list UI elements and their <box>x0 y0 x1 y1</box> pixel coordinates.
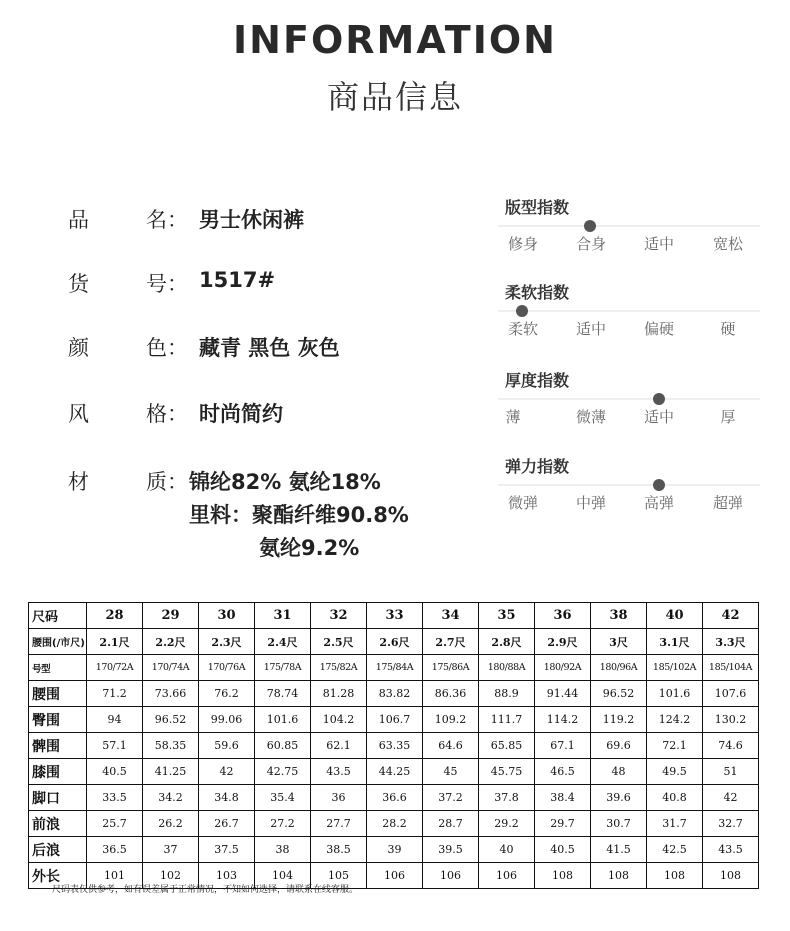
table-cell: 108 <box>535 863 591 889</box>
table-cell: 40.5 <box>535 837 591 863</box>
table-cell: 104.2 <box>311 707 367 733</box>
table-cell: 76.2 <box>199 681 255 707</box>
table-cell: 88.9 <box>479 681 535 707</box>
table-cell: 57.1 <box>87 733 143 759</box>
table-cell: 38 <box>255 837 311 863</box>
table-cell: 78.74 <box>255 681 311 707</box>
table-cell: 180/88A <box>479 655 535 681</box>
table-cell: 106 <box>367 863 423 889</box>
table-cell: 170/72A <box>87 655 143 681</box>
table-cell: 42 <box>703 785 759 811</box>
table-cell: 45 <box>423 759 479 785</box>
table-cell: 46.5 <box>535 759 591 785</box>
table-row <box>29 759 759 785</box>
table-cell: 2.1尺 <box>87 629 143 655</box>
table-cell: 175/82A <box>311 655 367 681</box>
index-label: 微薄 <box>575 408 606 426</box>
table-cell: 67.1 <box>535 733 591 759</box>
size-header-row <box>29 603 759 629</box>
table-cell: 63.35 <box>367 733 423 759</box>
table-cell: 31 <box>255 603 311 629</box>
table-cell: 43.5 <box>311 759 367 785</box>
table-cell: 96.52 <box>143 707 199 733</box>
table-cell: 27.2 <box>255 811 311 837</box>
table-cell: 42.5 <box>647 837 703 863</box>
table-cell: 101.6 <box>647 681 703 707</box>
info-key-char1: 颜 <box>68 336 89 360</box>
table-cell: 60.85 <box>255 733 311 759</box>
index-marker <box>653 479 665 491</box>
index-label: 硬 <box>720 320 736 338</box>
index-label: 适中 <box>575 320 606 338</box>
table-row <box>29 811 759 837</box>
table-cell: 29.7 <box>535 811 591 837</box>
table-cell: 40 <box>479 837 535 863</box>
table-row <box>29 733 759 759</box>
table-cell: 26.7 <box>199 811 255 837</box>
table-cell: 37.8 <box>479 785 535 811</box>
table-cell: 62.1 <box>311 733 367 759</box>
index-label: 超弹 <box>712 494 743 512</box>
table-cell: 175/84A <box>367 655 423 681</box>
index-title: 弹力指数 <box>505 457 570 476</box>
row-header: 脚口 <box>29 785 87 811</box>
table-cell: 49.5 <box>647 759 703 785</box>
index-fit <box>505 195 755 253</box>
index-label: 偏硬 <box>643 320 674 338</box>
info-key-char2: 号： <box>146 272 188 296</box>
table-cell: 39 <box>367 837 423 863</box>
table-cell: 35 <box>479 603 535 629</box>
table-cell: 37 <box>143 837 199 863</box>
index-label: 高弹 <box>643 494 674 512</box>
table-cell: 2.8尺 <box>479 629 535 655</box>
table-cell: 36 <box>311 785 367 811</box>
table-cell: 74.6 <box>703 733 759 759</box>
table-cell: 29 <box>143 603 199 629</box>
table-cell: 36.6 <box>367 785 423 811</box>
table-cell: 3.3尺 <box>703 629 759 655</box>
info-key-char1: 货 <box>68 272 89 296</box>
table-cell: 28 <box>87 603 143 629</box>
info-value-lining-2: 氨纶9.2% <box>259 536 360 560</box>
index-thickness <box>505 368 755 426</box>
table-cell: 2.2尺 <box>143 629 199 655</box>
table-cell: 44.25 <box>367 759 423 785</box>
table-cell: 83.82 <box>367 681 423 707</box>
index-title: 厚度指数 <box>505 371 570 390</box>
row-header: 髀围 <box>29 733 87 759</box>
table-cell: 108 <box>591 863 647 889</box>
info-value: 时尚简约 <box>199 402 283 426</box>
table-cell: 34.8 <box>199 785 255 811</box>
table-cell: 59.6 <box>199 733 255 759</box>
row-header: 前浪 <box>29 811 87 837</box>
title-english: INFORMATION <box>233 18 557 62</box>
table-cell: 109.2 <box>423 707 479 733</box>
table-cell: 124.2 <box>647 707 703 733</box>
table-cell: 64.6 <box>423 733 479 759</box>
index-label: 适中 <box>643 235 674 253</box>
row-header: 号型 <box>29 655 87 681</box>
info-key-char2: 色： <box>146 336 188 360</box>
index-marker <box>653 393 665 405</box>
index-title: 柔软指数 <box>505 283 570 302</box>
table-cell: 2.7尺 <box>423 629 479 655</box>
info-key-char2: 质： <box>146 470 188 494</box>
table-cell: 86.36 <box>423 681 479 707</box>
table-cell: 96.52 <box>591 681 647 707</box>
index-elasticity <box>505 454 755 512</box>
table-cell: 65.85 <box>479 733 535 759</box>
info-key-char1: 品 <box>68 208 89 232</box>
title-chinese: 商品信息 <box>326 78 463 116</box>
table-cell: 40.5 <box>87 759 143 785</box>
index-label: 中弹 <box>575 494 606 512</box>
table-cell: 185/102A <box>647 655 703 681</box>
table-cell: 91.44 <box>535 681 591 707</box>
table-cell: 180/92A <box>535 655 591 681</box>
table-cell: 73.66 <box>143 681 199 707</box>
table-cell: 175/86A <box>423 655 479 681</box>
index-label: 厚 <box>720 408 736 426</box>
table-cell: 42 <box>703 603 759 629</box>
index-label: 柔软 <box>507 320 538 338</box>
table-cell: 42 <box>199 759 255 785</box>
table-cell: 35.4 <box>255 785 311 811</box>
table-cell: 30.7 <box>591 811 647 837</box>
index-marker <box>584 220 596 232</box>
index-track <box>498 310 760 312</box>
table-cell: 2.4尺 <box>255 629 311 655</box>
info-value: 藏青 黑色 灰色 <box>199 336 340 360</box>
row-header: 后浪 <box>29 837 87 863</box>
info-value: 1517# <box>199 268 276 292</box>
table-cell: 37.2 <box>423 785 479 811</box>
table-cell: 28.7 <box>423 811 479 837</box>
table-cell: 26.2 <box>143 811 199 837</box>
table-cell: 2.3尺 <box>199 629 255 655</box>
index-track <box>498 398 760 400</box>
table-cell: 33.5 <box>87 785 143 811</box>
table-cell: 28.2 <box>367 811 423 837</box>
table-cell: 2.9尺 <box>535 629 591 655</box>
table-cell: 36.5 <box>87 837 143 863</box>
table-cell: 175/78A <box>255 655 311 681</box>
row-header: 腰围(/市尺) <box>29 629 87 655</box>
table-cell: 99.06 <box>199 707 255 733</box>
table-cell: 170/76A <box>199 655 255 681</box>
index-label: 合身 <box>575 235 606 253</box>
table-cell: 36 <box>535 603 591 629</box>
table-cell: 37.5 <box>199 837 255 863</box>
row-header: 腰围 <box>29 681 87 707</box>
index-label: 薄 <box>505 408 521 426</box>
table-cell: 27.7 <box>311 811 367 837</box>
table-cell: 39.5 <box>423 837 479 863</box>
index-label: 适中 <box>643 408 674 426</box>
table-cell: 108 <box>703 863 759 889</box>
info-value: 男士休闲裤 <box>199 208 304 232</box>
table-cell: 43.5 <box>703 837 759 863</box>
table-cell: 104 <box>255 863 311 889</box>
table-cell: 106 <box>423 863 479 889</box>
table-cell: 31.7 <box>647 811 703 837</box>
table-cell: 3.1尺 <box>647 629 703 655</box>
index-label: 修身 <box>507 235 538 253</box>
table-cell: 34.2 <box>143 785 199 811</box>
table-cell: 94 <box>87 707 143 733</box>
table-row <box>29 681 759 707</box>
table-cell: 41.5 <box>591 837 647 863</box>
table-cell: 33 <box>367 603 423 629</box>
table-cell: 58.35 <box>143 733 199 759</box>
table-cell: 111.7 <box>479 707 535 733</box>
size-note: 尺码表仅供参考，如有误差属于正常情况，不知如何选择，请联系在线客服。 <box>52 885 359 895</box>
row-header: 外长 <box>29 863 87 889</box>
table-cell: 42.75 <box>255 759 311 785</box>
row-header: 膝围 <box>29 759 87 785</box>
table-cell: 40 <box>647 603 703 629</box>
table-cell: 114.2 <box>535 707 591 733</box>
size-table <box>28 602 759 889</box>
table-cell: 105 <box>311 863 367 889</box>
row-header: 尺码 <box>29 603 87 629</box>
table-cell: 101.6 <box>255 707 311 733</box>
info-key-char2: 名： <box>146 208 188 232</box>
index-marker <box>516 305 528 317</box>
table-cell: 185/104A <box>703 655 759 681</box>
table-cell: 106 <box>479 863 535 889</box>
table-cell: 32 <box>311 603 367 629</box>
table-cell: 71.2 <box>87 681 143 707</box>
table-cell: 107.6 <box>703 681 759 707</box>
table-cell: 38.5 <box>311 837 367 863</box>
table-cell: 38.4 <box>535 785 591 811</box>
table-cell: 25.7 <box>87 811 143 837</box>
table-cell: 34 <box>423 603 479 629</box>
table-cell: 119.2 <box>591 707 647 733</box>
table-cell: 69.6 <box>591 733 647 759</box>
table-cell: 29.2 <box>479 811 535 837</box>
table-cell: 45.75 <box>479 759 535 785</box>
index-title: 版型指数 <box>505 198 570 217</box>
table-cell: 2.5尺 <box>311 629 367 655</box>
table-cell: 130.2 <box>703 707 759 733</box>
table-row <box>29 837 759 863</box>
index-label: 微弹 <box>507 494 538 512</box>
table-cell: 3尺 <box>591 629 647 655</box>
table-cell: 102 <box>143 863 199 889</box>
table-cell: 180/96A <box>591 655 647 681</box>
info-key-char1: 材 <box>68 470 89 494</box>
index-label: 宽松 <box>712 235 743 253</box>
table-cell: 48 <box>591 759 647 785</box>
table-row <box>29 707 759 733</box>
table-cell: 106.7 <box>367 707 423 733</box>
index-track <box>498 225 760 227</box>
table-cell: 2.6尺 <box>367 629 423 655</box>
waist-ruler-row <box>29 629 759 655</box>
table-cell: 170/74A <box>143 655 199 681</box>
table-cell: 108 <box>647 863 703 889</box>
info-value-lining: 里料：聚酯纤维90.8% <box>189 503 409 527</box>
table-cell: 51 <box>703 759 759 785</box>
table-cell: 40.8 <box>647 785 703 811</box>
info-key-char2: 格： <box>146 402 188 426</box>
index-softness <box>505 280 755 338</box>
index-track <box>498 484 760 486</box>
table-cell: 101 <box>87 863 143 889</box>
row-header: 臀围 <box>29 707 87 733</box>
table-cell: 30 <box>199 603 255 629</box>
table-cell: 39.6 <box>591 785 647 811</box>
table-cell: 41.25 <box>143 759 199 785</box>
table-cell: 103 <box>199 863 255 889</box>
table-cell: 72.1 <box>647 733 703 759</box>
model-row <box>29 655 759 681</box>
table-cell: 32.7 <box>703 811 759 837</box>
info-value: 锦纶82% 氨纶18% <box>189 470 381 494</box>
info-key-char1: 风 <box>68 402 89 426</box>
table-row <box>29 785 759 811</box>
table-cell: 38 <box>591 603 647 629</box>
table-cell: 81.28 <box>311 681 367 707</box>
